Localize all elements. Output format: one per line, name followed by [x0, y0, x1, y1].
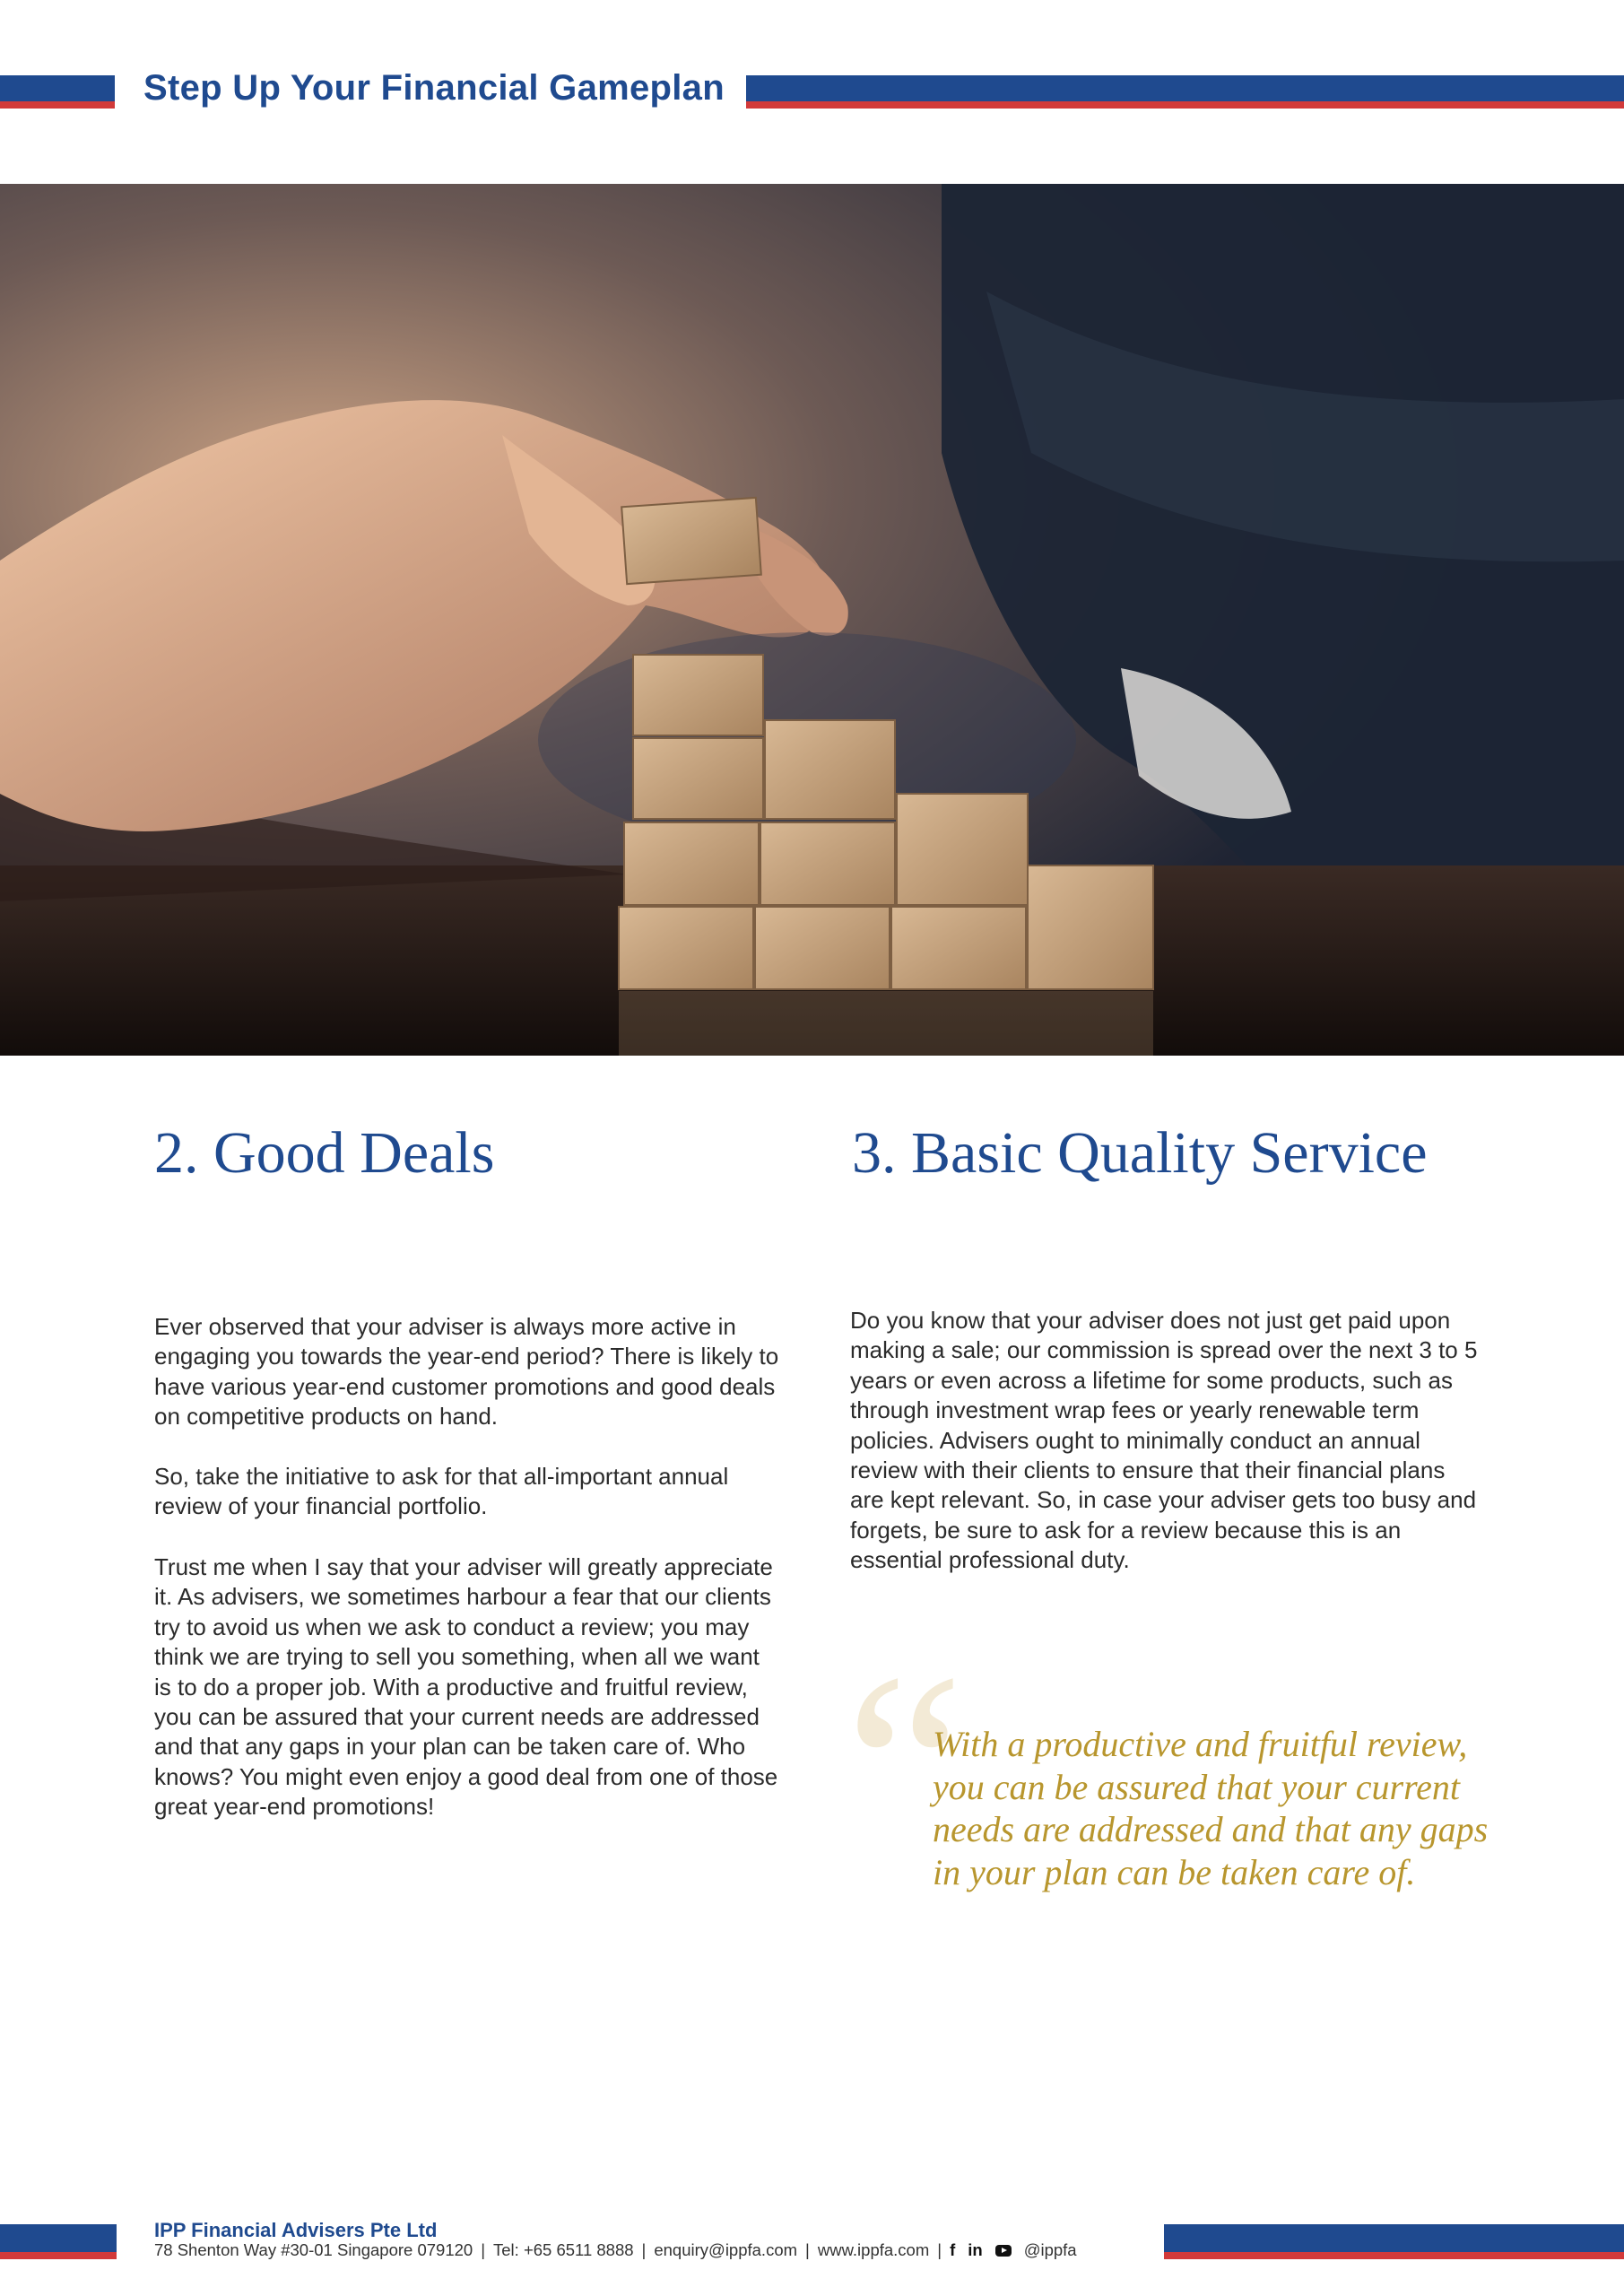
footer-separator: |: [937, 2240, 942, 2259]
footer-separator: |: [805, 2240, 810, 2259]
hero-image: [0, 184, 1624, 1056]
footer-address: 78 Shenton Way #30-01 Singapore 079120: [154, 2240, 473, 2259]
footer-email-link[interactable]: enquiry@ippfa.com: [654, 2240, 798, 2259]
quality-service-paragraph: Do you know that your adviser does not just get paid upon making a sale; our commission is spread over the next 3 to 5 years or even across a lifetime for some products, such as through investment wrap fees or yearly renewable term policies. Advisers ought to minimally conduct an annual review with their clients to ensure that their financial plans are kept relevant. So, in case your adviser gets too busy and forgets, be sure to ask for a review because this is an essential professional duty.: [850, 1307, 1478, 1574]
hand-stacking-wooden-blocks-photo: [0, 184, 1624, 1056]
quote-mark-icon: “: [845, 1618, 965, 1916]
footer-contact-line: [154, 2240, 1077, 2260]
header-title: Step Up Your Financial Gameplan: [143, 68, 725, 108]
footer-company-name: IPP Financial Advisers Pte Ltd: [154, 2219, 438, 2241]
header-stripe-right: [746, 75, 1624, 109]
good-deals-paragraph-3: Trust me when I say that your adviser will greatly appreciate it. As advisers, we sometimes harbour a fear that our clients try to avoid us when we ask to conduct a review; you may think we are trying to sell you something, when all we want is to do a proper job. With a productive and fruitful review, you can be assured that your current needs are addressed and that any gaps in your plan can be taken care of. Who knows? You might even enjoy a good deal from one of those great year-end promotions!: [154, 1553, 778, 1821]
footer-tel[interactable]: Tel: +65 6511 8888: [493, 2240, 634, 2259]
section-heading-good-deals: 2. Good Deals: [154, 1120, 495, 1186]
pull-quote: With a productive and fruitful review, you can be assured that your current needs are addressed and that any gaps in your plan can be taken care of.: [933, 1724, 1489, 1892]
footer-stripe-left: [0, 2224, 117, 2259]
header-stripe-left: [0, 75, 115, 109]
section-heading-basic-quality-service: 3. Basic Quality Service: [852, 1120, 1428, 1186]
footer-separator: |: [641, 2240, 647, 2259]
youtube-icon[interactable]: [995, 2245, 1012, 2257]
footer-website-link[interactable]: www.ippfa.com: [817, 2240, 930, 2259]
facebook-icon[interactable]: f: [950, 2240, 956, 2259]
linkedin-icon[interactable]: in: [968, 2240, 983, 2259]
good-deals-paragraph-1: Ever observed that your adviser is always more active in engaging you towards the year-end period? There is likely to have various year-end customer promotions and good deals on competitive products on hand.: [154, 1313, 779, 1431]
footer-separator: |: [481, 2240, 486, 2259]
footer-stripe-right: [1164, 2224, 1624, 2259]
good-deals-paragraph-2: So, take the initiative to ask for that all-important annual review of your financial portfolio.: [154, 1463, 729, 1520]
footer-social-handle[interactable]: @ippfa: [1023, 2240, 1077, 2259]
